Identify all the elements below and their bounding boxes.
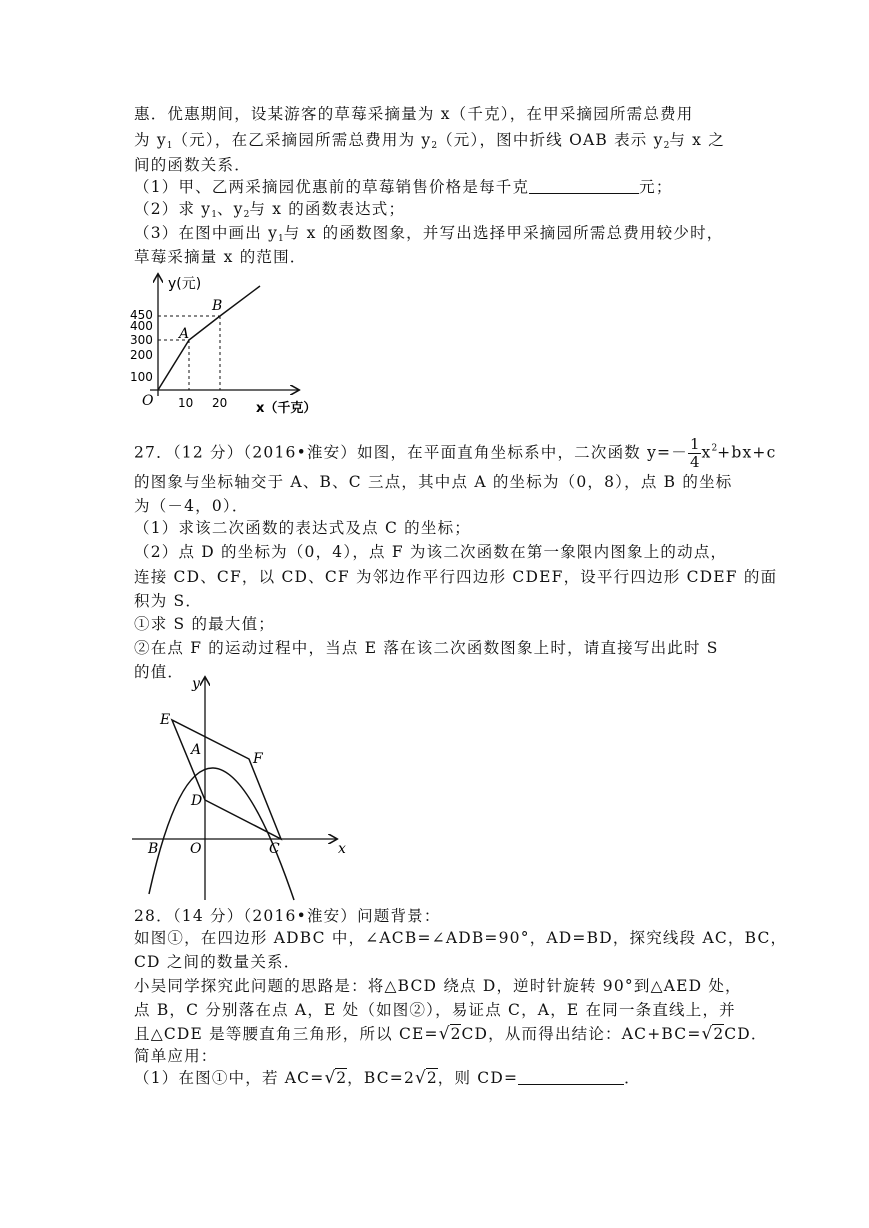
fraction: $\frac{1}{4}$: [689, 435, 700, 471]
origin-label: O: [142, 393, 154, 409]
text-line: CD 之间的数量关系．: [134, 953, 301, 971]
sub-question-1: ①求 S 的最大值；: [134, 615, 275, 633]
point-B-label: B: [148, 841, 159, 857]
sqrt-symbol: √2: [415, 1068, 437, 1088]
sqrt-symbol: √2: [701, 1024, 724, 1044]
text-line: 简单应用：: [134, 1047, 218, 1065]
text-line: 连接 CD、CF，以 CD、CF 为邻边作平行四边形 CDEF，设平行四边形 CDEF 的面: [134, 568, 778, 586]
text-line: 草莓采摘量 x 的范围．: [134, 248, 307, 266]
answer-blank[interactable]: [518, 1070, 624, 1085]
sqrt-symbol: √2: [438, 1024, 461, 1044]
text-line: 间的函数关系．: [134, 156, 251, 174]
text-line: 的值．: [134, 663, 185, 681]
point-F-label: F: [253, 751, 263, 767]
text-line: 为（－4，0）．: [134, 497, 249, 515]
function-graph-figure: [128, 272, 348, 422]
question-2: （2）点 D 的坐标为（0，4），点 F 为该二次函数在第一象限内图象上的动点，: [134, 543, 728, 561]
problem-27-line: 27．（12 分）（2016•淮安）如图，在平面直角坐标系中，二次函数 y=－ $\frac{1}{4}$ $x^2+bx+c$: [134, 435, 777, 471]
x-tick-20: 20: [212, 396, 228, 410]
parallelogram-CDEF: [172, 720, 281, 839]
question-2: （2）求 $y_1$、$y_2$与 x 的函数表达式；: [134, 200, 406, 220]
question-1: （1）在图①中，若 AC=√2，BC=2√2，则 CD= ．: [134, 1068, 641, 1088]
y-tick-200: 200: [130, 348, 153, 362]
x-axis-label: x（千克）: [256, 401, 317, 416]
x-axis-label: x: [338, 841, 346, 857]
y-tick-450: 450: [130, 308, 153, 322]
y-axis-label: y: [192, 676, 200, 692]
sub-question-2: ②在点 F 的运动过程中，当点 E 落在该二次函数图象上时，请直接写出此时 S: [134, 639, 719, 657]
problem-28-line: 28．（14 分）（2016•淮安）问题背景：: [134, 907, 441, 925]
y-axis-label: y(元): [168, 276, 202, 292]
point-A-label: A: [191, 742, 202, 758]
text-line: 小吴同学探究此问题的思路是：将△BCD 绕点 D，逆时针旋转 90°到△AED 处，: [134, 977, 742, 995]
y-tick-400: 400: [130, 319, 153, 333]
text-line: 且△CDE 是等腰直角三角形，所以 CE=√2CD，从而得出结论：AC+BC=√2CD．: [134, 1024, 768, 1044]
text-line: 如图①，在四边形 ADBC 中，∠ACB=∠ADB=90°，AD=BD，探究线段 AC，BC，: [134, 929, 788, 947]
point-E-label: E: [160, 712, 171, 728]
question-1: （1）甲、乙两采摘园优惠前的草莓销售价格是每千克 元；: [134, 178, 673, 196]
text-line: 点 B，C 分别落在点 A，E 处（如图②），易证点 C，A，E 在同一条直线上，并: [134, 1001, 736, 1019]
y-tick-100: 100: [130, 370, 153, 384]
point-O-label: O: [190, 841, 202, 857]
point-C-label: C: [269, 841, 280, 857]
polyline-OAB: [158, 286, 260, 390]
text-line: 为 $y_1$（元），在乙采摘园所需总费用为 $y_2$（元），图中折线 OAB 表示 $y_2$与 x 之: [134, 131, 725, 151]
y-tick-300: 300: [130, 333, 153, 347]
question-3: （3）在图中画出 $y_1$与 x 的函数图象，并写出选择甲采摘园所需总费用较少时，: [134, 224, 724, 244]
point-D-label: D: [191, 793, 203, 809]
sqrt-symbol: √2: [324, 1068, 347, 1088]
text-line: 的图象与坐标轴交于 A、B、C 三点，其中点 A 的坐标为（0，8），点 B 的坐标: [134, 473, 733, 491]
question-1: （1）求该二次函数的表达式及点 C 的坐标；: [134, 519, 471, 537]
point-A-label: A: [179, 326, 190, 342]
x-tick-10: 10: [178, 396, 194, 410]
point-B-label: B: [212, 298, 223, 314]
answer-blank[interactable]: [529, 179, 639, 194]
text-line: 惠．优惠期间，设某游客的草莓采摘量为 x（千克），在甲采摘园所需总费用: [134, 105, 694, 123]
parabola-figure: [128, 672, 368, 904]
text-line: 积为 S．: [134, 592, 203, 610]
